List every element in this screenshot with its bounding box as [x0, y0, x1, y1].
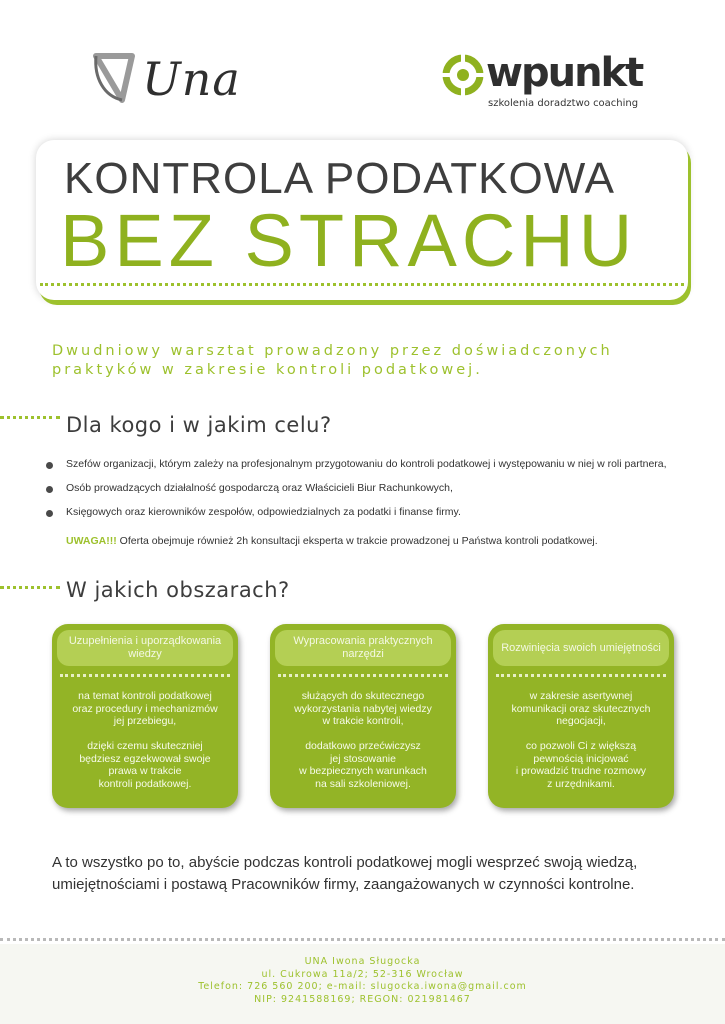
section-2-divider [0, 586, 60, 589]
subtitle: Dwudniowy warsztat prowadzony przez doświadczonych praktyków w zakresie kontroli podatkowej. [52, 343, 613, 378]
card-title: Uzupełnienia i uporządkowania wiedzy [57, 630, 233, 666]
title-box [36, 140, 688, 300]
section-1-divider [0, 416, 60, 419]
card-title: Wypracowania praktycznych narzędzi [275, 630, 451, 666]
uwaga-label: UWAGA!!! [66, 535, 117, 547]
card-body: na temat kontroli podatkowej oraz procedury i mechanizmów jej przebiegu, dzięki czemu skuteczniej będziesz egzekwował swoje prawa w trakcie kontroli podatkowej. [72, 690, 218, 790]
wpunkt-tagline: szkolenia doradztwo coaching [488, 98, 639, 109]
footer [0, 944, 725, 1024]
wpunkt-logo-text: wpunkt [486, 50, 643, 96]
list-item: Księgowych oraz kierowników zespołów, odpowiedzialnych za podatki i finanse firmy. [46, 506, 696, 530]
list-item: Szefów organizacji, którym zależy na profesjonalnym przygotowaniu do kontroli podatkowej i występowaniu w niej w roli partnera, [46, 458, 696, 482]
section-1-heading: Dla kogo i w jakim celu? [66, 413, 332, 437]
title-divider [40, 283, 684, 286]
uwaga-note [66, 535, 598, 547]
una-logo [92, 48, 262, 108]
area-card-tools [270, 624, 456, 808]
card-divider [496, 674, 666, 677]
wpunkt-logo [442, 52, 642, 122]
section-2-heading: W jakich obszarach? [66, 578, 290, 602]
footer-contact: Telefon: 726 560 200; e-mail: slugocka.iwona@gmail.com [198, 981, 527, 992]
title-line-1: KONTROLA PODATKOWA [64, 154, 615, 203]
title-line-2: BEZ STRACHU [60, 199, 638, 282]
una-logo-mark-icon [92, 48, 138, 108]
area-card-knowledge [52, 624, 238, 808]
footer-divider [0, 938, 725, 941]
footer-ids: NIP: 9241588169; REGON: 021981467 [254, 993, 471, 1005]
footer-company: UNA Iwona Sługocka [304, 956, 421, 967]
audience-list [46, 458, 696, 530]
footer-address: ul. Cukrowa 11a/2; 52-316 Wrocław [261, 968, 464, 980]
uwaga-text: Oferta obejmuje również 2h konsultacji eksperta w trakcie prowadzonej u Państwa kontroli podatkowej. [116, 535, 598, 547]
card-divider [278, 674, 448, 677]
card-body: służących do skutecznego wykorzystania nabytej wiedzy w trakcie kontroli, dodatkowo przećwiczysz jej stosowanie w bezpiecznych warunkach na sali szkoleniowej. [294, 690, 432, 790]
card-title: Rozwinięcia swoich umiejętności [493, 630, 669, 666]
list-item: Osób prowadzących działalność gospodarczą oraz Właścicieli Biur Rachunkowych, [46, 482, 696, 506]
card-body: w zakresie asertywnej komunikacji oraz skutecznych negocjacji, co pozwoli Ci z większą pewnością inicjować i prowadzić trudne rozmowy z urzędnikami. [511, 690, 651, 790]
una-logo-text: Una [142, 52, 241, 106]
card-divider [60, 674, 230, 677]
area-card-skills [488, 624, 674, 808]
target-icon [442, 54, 484, 96]
closing-paragraph: A to wszystko po to, abyście podczas kontroli podatkowej mogli wesprzeć swoją wiedzą, umiejętnościami i postawą Pracowników firmy, zaangażowanych w czynności kontrolne. [52, 854, 638, 893]
